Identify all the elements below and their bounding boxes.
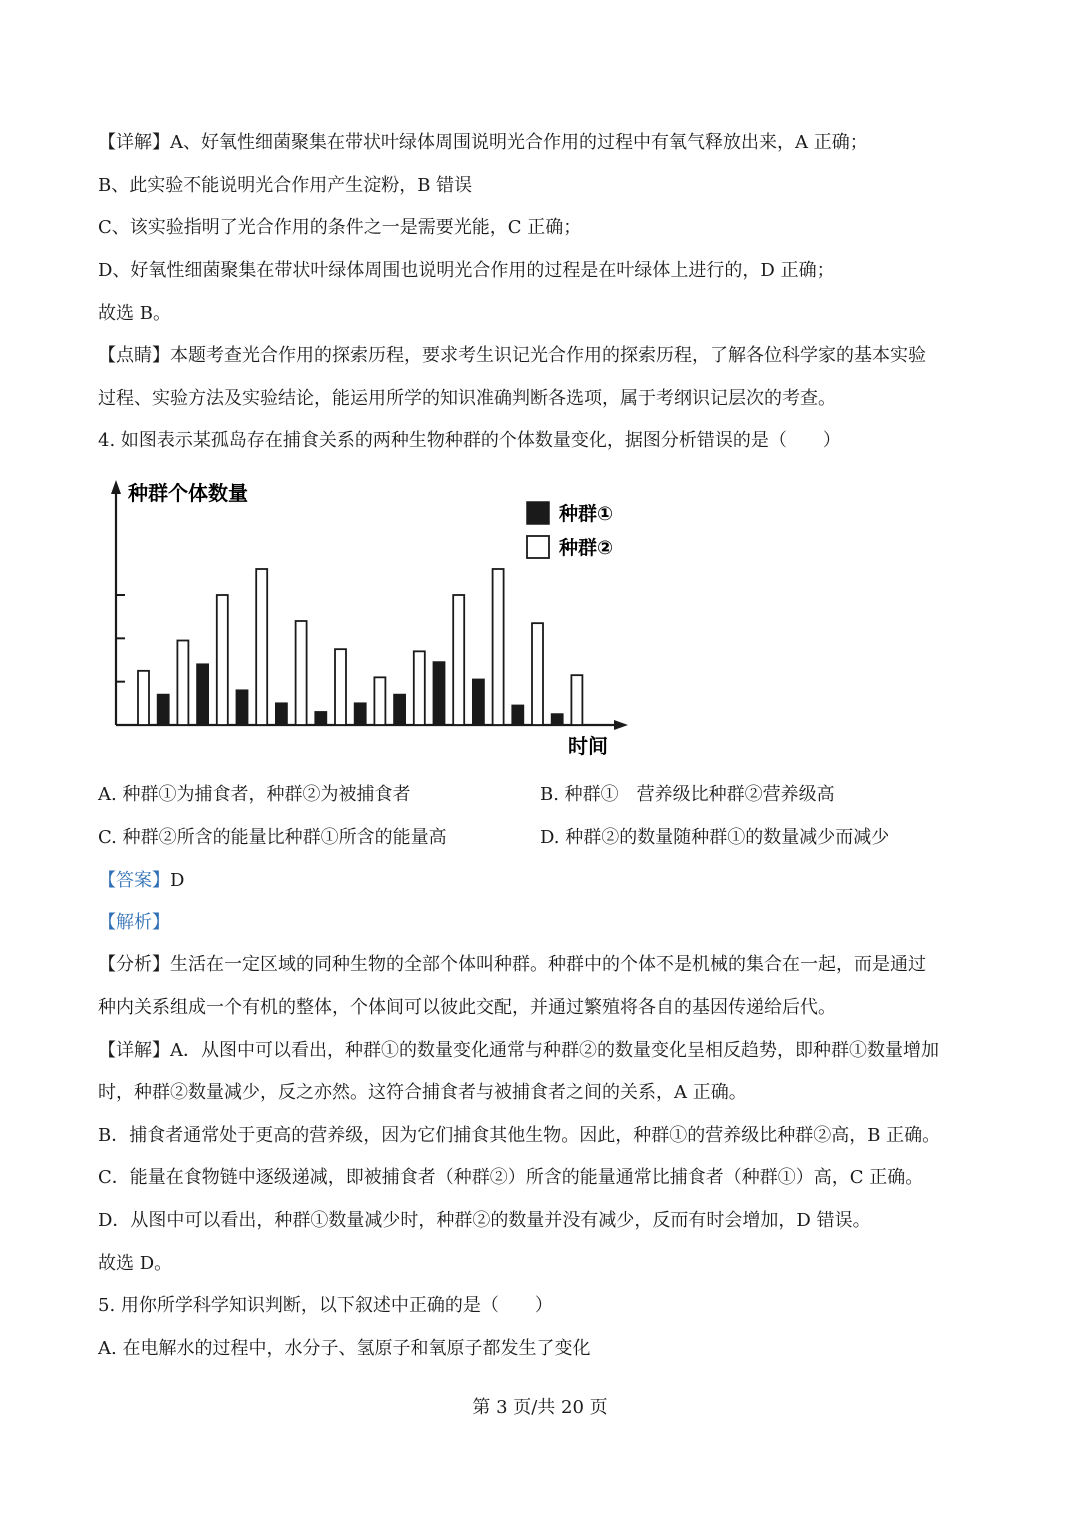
q4-detail-c: C．能量在食物链中逐级递减，即被捕食者（种群②）所含的能量通常比捕食者（种群①）高，C 正确。: [98, 1167, 924, 1188]
bar-population-2-8: [453, 595, 464, 725]
bar-population-2-5: [335, 649, 346, 725]
bar-population-2-7: [414, 651, 425, 725]
detail-a-text: A、好氧性细菌聚集在带状叶绿体周围说明光合作用的过程中有氧气释放出来，A 正确；: [170, 132, 868, 153]
q4-fenxi-line-1: [98, 953, 926, 977]
answer-value: D: [170, 870, 185, 891]
page-footer: 第 3 页/共 20 页: [472, 1397, 608, 1418]
q4-detail-a-line-1: [98, 1039, 939, 1063]
bar-population-2-9: [493, 569, 504, 725]
bar-population-1-1: [197, 664, 208, 725]
y-axis-label: 种群个体数量: [128, 481, 248, 505]
bar-population-2-11: [571, 675, 582, 725]
bar-population-2-2: [217, 595, 228, 725]
bar-population-1-9: [512, 706, 523, 726]
answer-tag: 【答案】: [98, 870, 170, 891]
q4-stem: 4. 如图表示某孤岛存在捕食关系的两种生物种群的个体数量变化，据图分析错误的是（ ）: [98, 430, 841, 451]
q4-option-a: A. 种群①为捕食者，种群②为被捕食者: [98, 784, 411, 805]
bar-population-1-10: [552, 714, 563, 725]
q4-choose: 故选 D。: [98, 1253, 173, 1274]
bar-population-1-6: [394, 695, 405, 725]
bar-population-2-1: [177, 641, 188, 726]
x-axis-arrow: [614, 720, 628, 730]
bar-population-2-10: [532, 623, 543, 725]
detail-tag: 【详解】: [98, 132, 170, 153]
q3-detail-a-line: [98, 131, 868, 155]
q5-option-a: A. 在电解水的过程中，水分子、氢原子和氧原子都发生了变化: [98, 1338, 591, 1359]
bar-population-1-3: [276, 703, 287, 725]
bar-population-1-2: [237, 690, 248, 725]
chart-bars: [138, 569, 582, 725]
comment-tag: 【点睛】: [98, 345, 170, 366]
fenxi-text-1: 生活在一定区域的同种生物的全部个体叫种群。种群中的个体不是机械的集合在一起，而是通过: [170, 954, 926, 975]
q3-detail-d: D、好氧性细菌聚集在带状叶绿体周围也说明光合作用的过程是在叶绿体上进行的，D 正确；: [98, 260, 835, 281]
q3-choose: 故选 B。: [98, 303, 171, 324]
y-axis-arrow: [111, 480, 121, 494]
q3-detail-c: C、该实验指明了光合作用的条件之一是需要光能，C 正确；: [98, 217, 582, 238]
comment-text-1: 本题考查光合作用的探索历程，要求考生识记光合作用的探索历程，了解各位科学家的基本实验: [170, 345, 926, 366]
bar-population-2-3: [256, 569, 267, 725]
q3-comment-line-1: [98, 344, 926, 368]
legend-label-2: 种群②: [559, 537, 614, 559]
q4-option-d: D. 种群②的数量随种群①的数量减少而减少: [540, 827, 890, 848]
bar-population-1-7: [434, 662, 445, 725]
q3-detail-b: B、此实验不能说明光合作用产生淀粉，B 错误: [98, 175, 473, 196]
q4-detail-a-line-2: 时，种群②数量减少，反之亦然。这符合捕食者与被捕食者之间的关系，A 正确。: [98, 1082, 747, 1103]
bar-population-2-0: [138, 671, 149, 725]
bar-population-1-4: [315, 712, 326, 725]
bar-population-1-5: [355, 703, 366, 725]
detail-tag: 【详解】: [98, 1040, 170, 1061]
legend-swatch-1: [527, 502, 549, 524]
q3-comment-line-2: 过程、实验方法及实验结论，能运用所学的知识准确判断各选项，属于考纲识记层次的考查。: [98, 388, 836, 409]
q4-detail-d: D．从图中可以看出，种群①数量减少时，种群②的数量并没有减少，反而有时会增加，D 错误。: [98, 1210, 871, 1231]
bar-population-1-0: [158, 695, 169, 725]
bar-population-1-8: [473, 680, 484, 726]
legend-label-1: 种群①: [559, 503, 614, 525]
q5-stem: 5. 用你所学科学知识判断，以下叙述中正确的是（ ）: [98, 1295, 553, 1316]
q4-option-b: B. 种群① 营养级比种群②营养级高: [540, 784, 835, 805]
q4-fenxi-line-2: 种内关系组成一个有机的整体，个体间可以彼此交配，并通过繁殖将各自的基因传递给后代。: [98, 997, 836, 1018]
x-axis-label: 时间: [568, 734, 608, 758]
detail-a-text-1: A．从图中可以看出，种群①的数量变化通常与种群②的数量变化呈相反趋势，即种群①数量增加: [170, 1040, 939, 1061]
q4-detail-b: B．捕食者通常处于更高的营养级，因为它们捕食其他生物。因此，种群①的营养级比种群②高，B 正确。: [98, 1125, 941, 1146]
legend-swatch-2: [527, 536, 549, 558]
bar-population-2-6: [374, 677, 385, 725]
population-bar-chart: [100, 468, 660, 763]
bar-population-2-4: [296, 621, 307, 725]
q4-analysis-tag: 【解析】: [98, 912, 170, 933]
q4-option-c: C. 种群②所含的能量比种群①所含的能量高: [98, 827, 447, 848]
fenxi-tag: 【分析】: [98, 954, 170, 975]
q4-answer-line: [98, 869, 184, 893]
